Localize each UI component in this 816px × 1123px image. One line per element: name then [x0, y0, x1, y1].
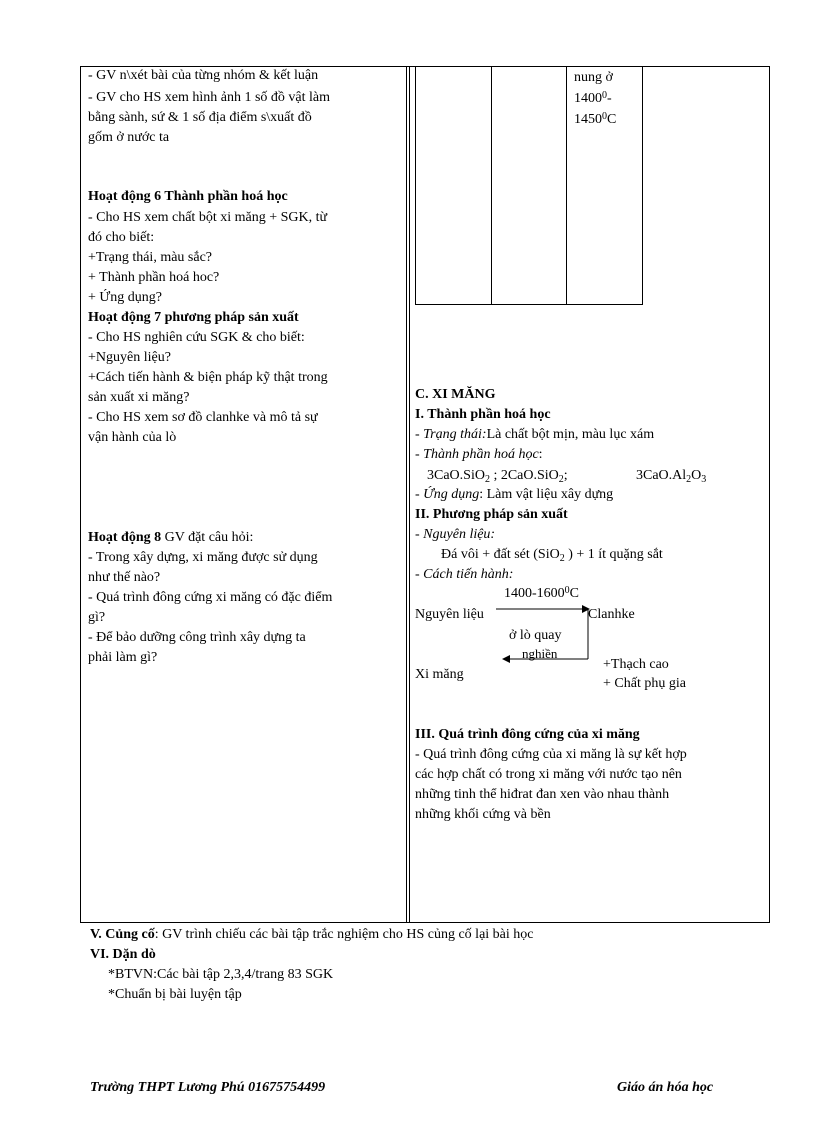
activity8-title: Hoạt động 8 GV đặt câu hỏi:	[88, 530, 254, 545]
activity8-line-4: gì?	[88, 610, 106, 625]
activity8-line-1: - Trong xây dựng, xi măng được sử dụng	[88, 550, 318, 565]
diagram-kiln: ở lò quay	[509, 628, 562, 643]
table-border-left	[80, 66, 81, 923]
section-3-heading: III. Quá trình đông cứng của xi măng	[415, 727, 640, 742]
left-line-4: gốm ở nước ta	[88, 130, 170, 145]
composition-line: - Thành phần hoá học:	[415, 447, 543, 462]
inner-table-cell-line3: 1450$^0$C	[574, 111, 617, 127]
inner-table-right	[642, 66, 643, 305]
table-column-divider	[406, 66, 407, 923]
section-1-heading: I. Thành phần hoá học	[415, 407, 551, 422]
process-diagram-arrows	[410, 595, 610, 675]
activity8-line-2: như thế nào?	[88, 570, 161, 585]
activity6-line-1: - Cho HS xem chất bột xi măng + SGK, từ	[88, 210, 328, 225]
activity6-title: Hoạt động 6 Thành phần hoá học	[88, 189, 288, 204]
section-3-line-2: các hợp chất có trong xi măng với nước tạo nên	[415, 767, 682, 782]
inner-table-left	[415, 66, 416, 305]
section-3-line-3: những tinh thể hiđrat đan xen vào nhau thành	[415, 787, 670, 802]
activity6-line-5: + Ứng dụng?	[88, 290, 162, 305]
diagram-temperature: 1400-1600$^0$C	[504, 585, 580, 601]
activity7-line-4: sản xuất xi măng?	[88, 390, 190, 405]
diagram-grind: nghiền	[522, 646, 558, 661]
left-line-2: - GV cho HS xem hình ảnh 1 số đồ vật làm	[88, 90, 330, 105]
diagram-additive: + Chất phụ gia	[603, 676, 686, 691]
homework-heading: VI. Dặn dò	[90, 947, 156, 962]
homework-line-1: *BTVN:Các bài tập 2,3,4/trang 83 SGK	[108, 967, 334, 982]
section-3-line-4: những khối cứng và bền	[415, 807, 551, 822]
activity6-line-4: + Thành phần hoá hoc?	[88, 270, 220, 285]
activity7-title: Hoạt động 7 phương pháp sản xuất	[88, 310, 299, 325]
inner-table-col1	[491, 66, 492, 305]
arrow-to-clinker-head	[582, 605, 590, 613]
activity6-line-3: +Trạng thái, màu sắc?	[88, 250, 213, 265]
material-text-line: Đá vôi + đất sét (SiO$_2$ ) + 1 ít quặng sắt	[441, 547, 663, 564]
activity7-line-5: - Cho HS xem sơ đồ clanhke và mô tả sự	[88, 410, 318, 425]
diagram-clinker: Clanhke	[588, 607, 635, 622]
activity8-line-3: - Quá trình đông cứng xi măng có đặc điểm	[88, 590, 333, 605]
diagram-cement: Xi măng	[415, 667, 464, 682]
inner-table-bottom	[415, 304, 643, 305]
consolidation-line: V. Củng cố: GV trình chiếu các bài tập trắc nghiệm cho HS củng cố lại bài học	[90, 927, 534, 942]
section-c-heading: C. XI MĂNG	[415, 387, 496, 402]
activity7-line-2: +Nguyên liệu?	[88, 350, 171, 365]
inner-table-col2	[566, 66, 567, 305]
formula-line-2: $3CaO.Al_2O_3$	[636, 468, 707, 485]
section-2-heading: II. Phương pháp sản xuất	[415, 507, 568, 522]
usage-line: - Ứng dụng: Làm vật liệu xây dựng	[415, 487, 614, 502]
activity6-line-2: đó cho biết:	[88, 230, 155, 245]
arrow-to-cement-head	[502, 655, 510, 663]
material-label-line: - Nguyên liệu:	[415, 527, 496, 542]
left-line-1: - GV n\xét bài của từng nhóm & kết luận	[88, 68, 319, 83]
activity8-line-6: phải làm gì?	[88, 650, 158, 665]
left-line-3: bằng sành, sứ & 1 số địa điểm s\xuất đồ	[88, 110, 312, 125]
table-border-right	[769, 66, 770, 923]
section-3-line-1: - Quá trình đông cứng của xi măng là sự kết hợp	[415, 747, 687, 762]
activity7-line-3: +Cách tiến hành & biện pháp kỹ thật trong	[88, 370, 328, 385]
activity8-line-5: - Để bảo dưỡng công trình xây dựng ta	[88, 630, 306, 645]
table-border-bottom	[80, 922, 770, 923]
inner-table-cell-line2: 1400$^0$-	[574, 90, 612, 106]
activity7-line-6: vận hành của lò	[88, 430, 177, 445]
inner-table-cell-line1: nung ở	[574, 70, 613, 85]
footer-doc: Giáo án hóa học	[617, 1080, 714, 1095]
diagram-gypsum: +Thạch cao	[603, 657, 669, 672]
footer-school: Trường THPT Lương Phú 01675754499	[90, 1080, 326, 1095]
homework-line-2: *Chuẩn bị bài luyện tập	[108, 987, 242, 1002]
activity7-line-1: - Cho HS nghiên cứu SGK & cho biết:	[88, 330, 305, 345]
table-column-divider-double	[409, 66, 410, 923]
diagram-raw-material: Nguyên liệu	[415, 607, 484, 622]
state-line: - Trạng thái:Là chất bột mịn, màu lục xám	[415, 427, 655, 442]
formula-line-1: 3CaO.SiO$_2$ ; 2CaO.SiO$_2$;	[427, 468, 568, 485]
process-label-line: - Cách tiến hành:	[415, 567, 514, 582]
